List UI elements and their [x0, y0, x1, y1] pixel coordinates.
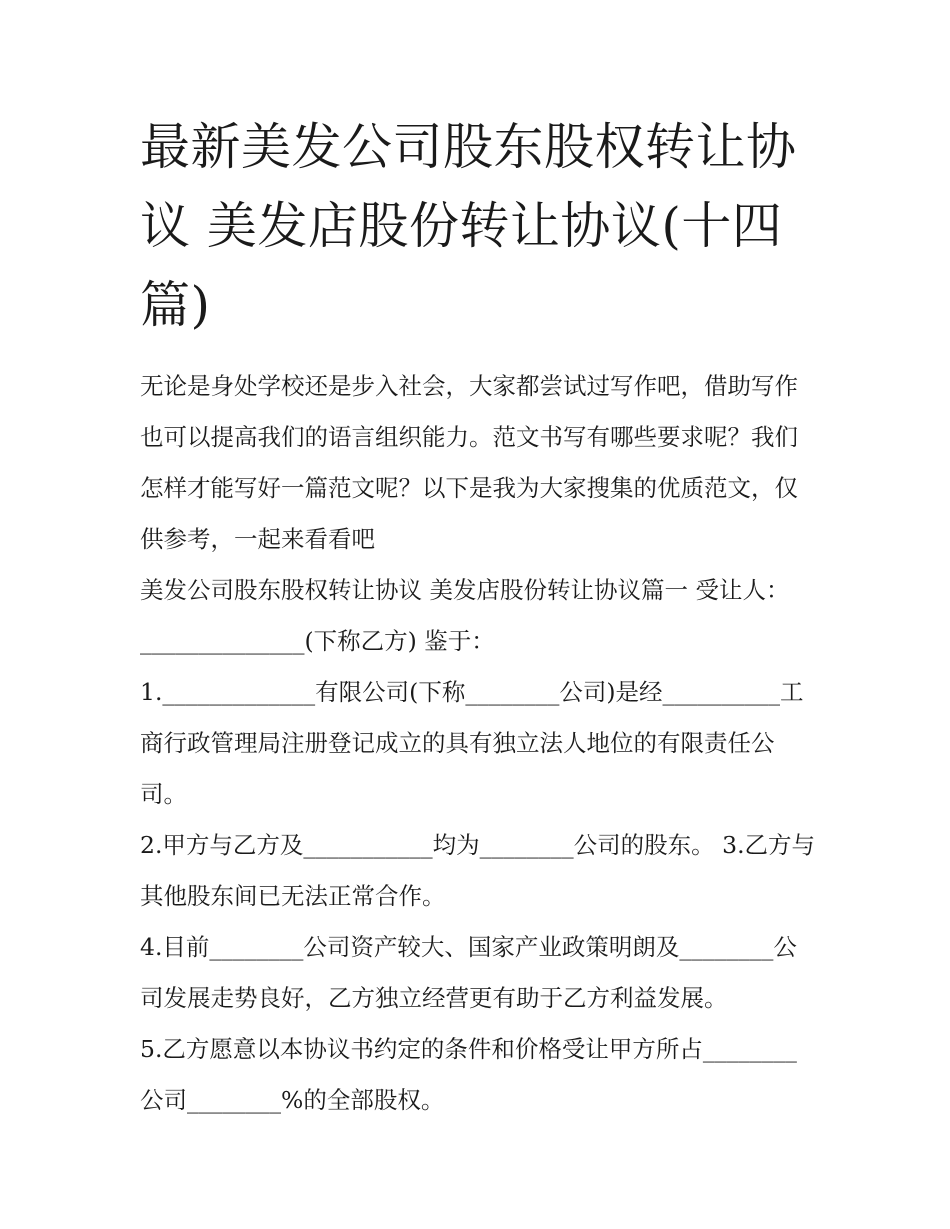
document-page — [140, 108, 820, 1126]
clause-2-3: 2.甲方与乙方及___________均为________公司的股东。 3.乙方与其他股东间已无法正常合作。 — [140, 831, 816, 910]
document-body — [140, 361, 820, 1126]
agreement-heading-paragraph: 美发公司股东股权转让协议 美发店股份转让协议篇一 受让人：______________(下称乙方) 鉴于： — [140, 576, 790, 655]
intro-paragraph: 无论是身处学校还是步入社会，大家都尝试过写作吧，借助写作也可以提高我们的语言组织能力。范文书写有哪些要求呢？我们怎样才能写好一篇范文呢？以下是我为大家搜集的优质范文，仅供参考，一起来看看吧 — [140, 372, 798, 553]
clause-1: 1._____________有限公司(下称________公司)是经__________工商行政管理局注册登记成立的具有独立法人地位的有限责任公司。 — [140, 678, 804, 808]
document-title: 最新美发公司股东股权转让协议 美发店股份转让协议(十四篇) — [140, 118, 797, 334]
clause-5: 5.乙方愿意以本协议书约定的条件和价格受让甲方所占________公司________%的全部股权。 — [140, 1035, 797, 1114]
clause-4: 4.目前________公司资产较大、国家产业政策明朗及________公司发展走势良好，乙方独立经营更有助于乙方利益发展。 — [140, 933, 797, 1012]
